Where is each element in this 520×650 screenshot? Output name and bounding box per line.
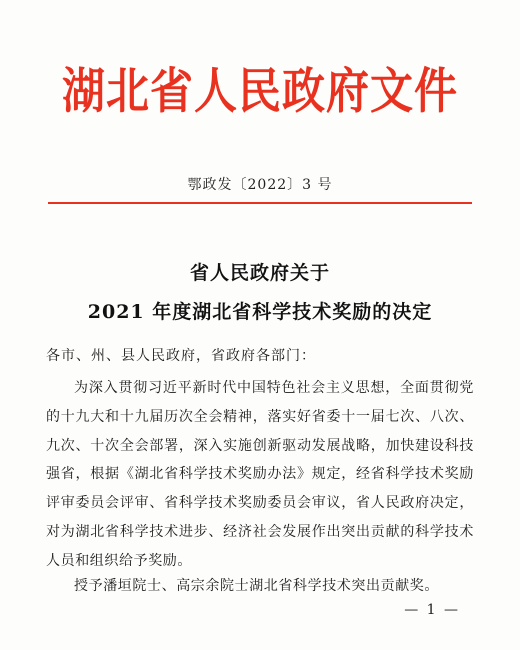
document-title-line-1: 省人民政府关于 — [189, 262, 330, 284]
body-paragraph-2: 授予潘垣院士、高宗余院士湖北省科学技术突出贡献奖。 — [74, 578, 439, 594]
document-header: 湖北省人民政府文件 — [62, 63, 458, 120]
red-divider-line — [48, 202, 472, 204]
body-paragraph-1: 为深入贯彻习近平新时代中国特色社会主义思想，全面贯彻党的十九大和十九届历次全会精神，落实好省委十一届七次、八次、九次、十次全会部署，深入实施创新驱动发展战略，加快建设科技强省，根据《湖北省科学技术奖励办法》规定，经省科学技术奖励评审委员会评审、省科学技术奖励委员会审议，省人民政府决定，对为湖北省科学技术进步、经济社会发展作出突出贡献的科学技术人员和组织给予奖励。 — [46, 380, 474, 569]
page-number: — 1 — — [404, 602, 460, 618]
document-title-line-2: 2021 年度湖北省科学技术奖励的决定 — [87, 301, 433, 323]
salutation: 各市、州、县人民政府，省政府各部门： — [46, 348, 316, 364]
document-number: 鄂政发〔2022〕3 号 — [187, 177, 333, 193]
